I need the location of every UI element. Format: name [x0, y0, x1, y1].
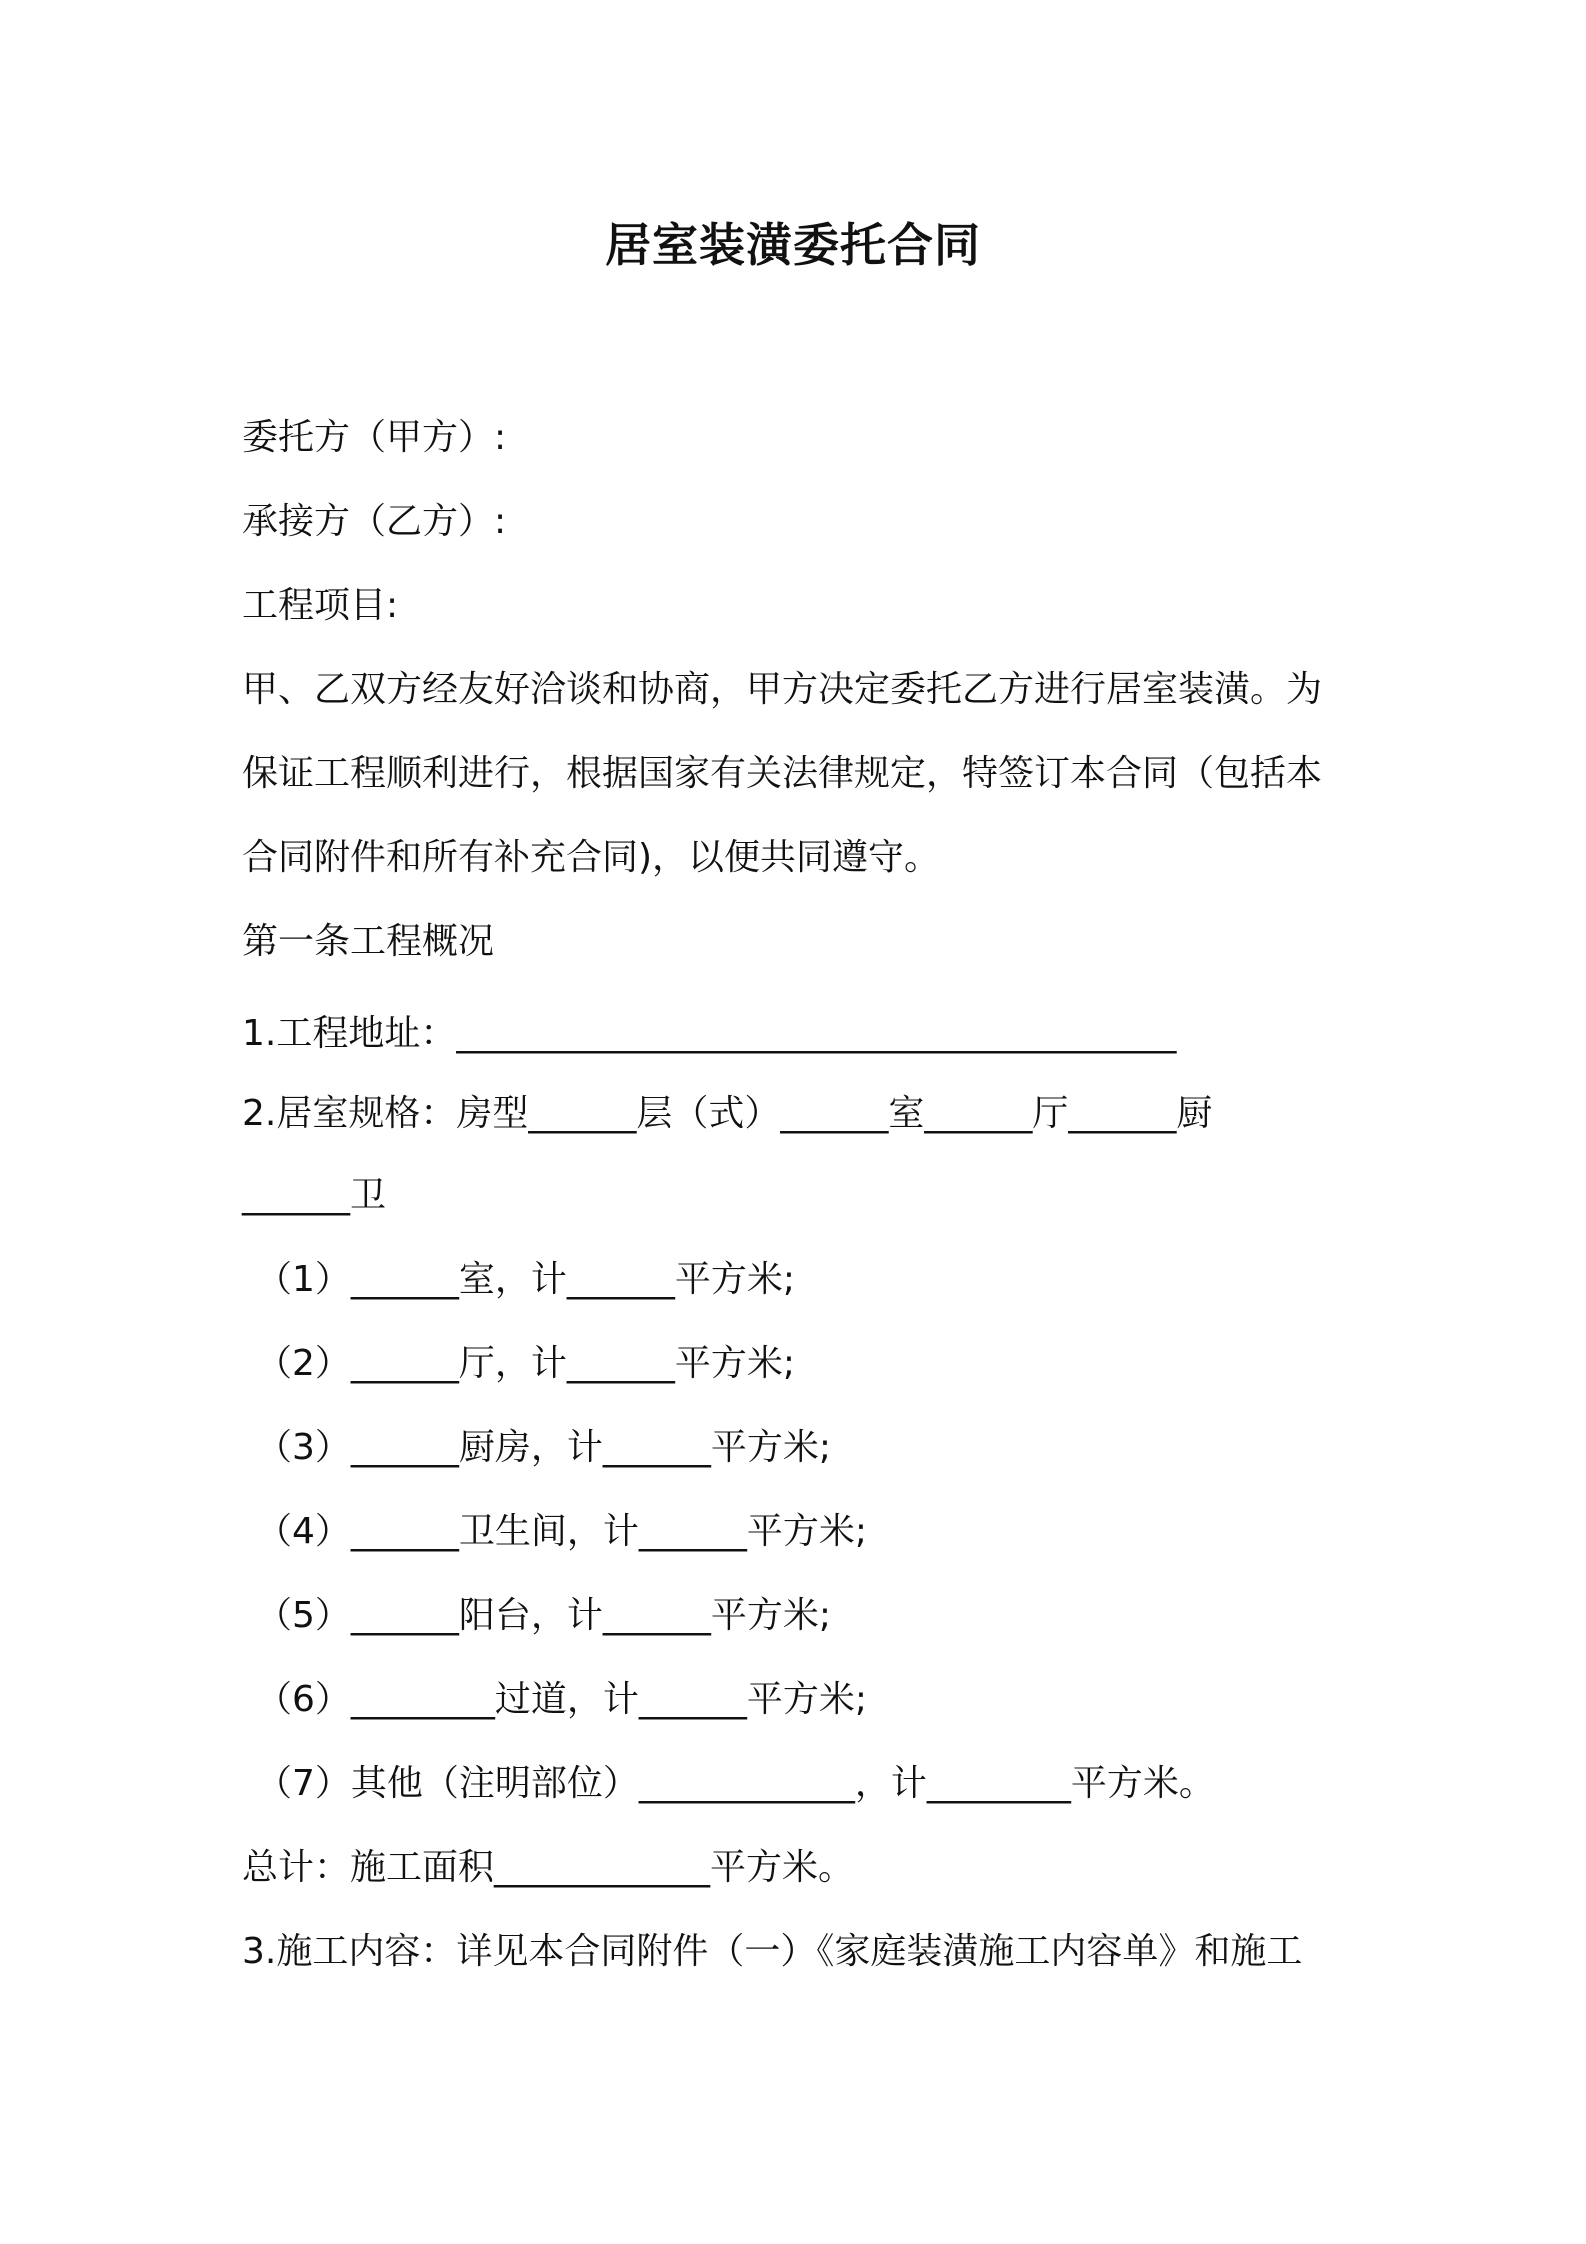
intro-paragraph-line: 甲、乙双方经友好洽谈和协商，甲方决定委托乙方进行居室装潢。为	[242, 669, 1323, 710]
intro-paragraph-line: 合同附件和所有补充合同)，以便共同遵守。	[242, 837, 941, 878]
area-item: （3）______厨房，计______平方米;	[256, 1427, 832, 1468]
room-spec-line: 2.居室规格：房型______层（式）______室______厅______厨	[242, 1093, 1213, 1134]
address-line: 1.工程地址：________________________________________	[242, 1013, 1177, 1054]
area-item: （2）______厅，计______平方米;	[256, 1343, 796, 1384]
party-a-label: 委托方（甲方）:	[242, 417, 507, 458]
total-area-line: 总计：施工面积____________平方米。	[242, 1847, 855, 1888]
area-item: （7）其他（注明部位）____________，计________平方米。	[256, 1763, 1215, 1804]
project-label: 工程项目:	[242, 585, 399, 626]
article-heading: 第一条工程概况	[242, 921, 495, 962]
intro-paragraph-line: 保证工程顺利进行，根据国家有关法律规定，特签订本合同（包括本	[242, 753, 1323, 794]
area-item: （6）________过道，计______平方米;	[256, 1679, 868, 1720]
area-item: （4）______卫生间，计______平方米;	[256, 1511, 868, 1552]
document-title: 居室装潢委托合同	[605, 218, 981, 272]
construction-content-line: 3.施工内容：详见本合同附件（一）《家庭装潢施工内容单》和施工	[242, 1931, 1303, 1972]
party-b-label: 承接方（乙方）:	[242, 501, 507, 542]
area-item: （5）______阳台，计______平方米;	[256, 1595, 832, 1636]
area-item: （1）______室，计______平方米;	[256, 1259, 796, 1300]
room-spec-line: ______卫	[242, 1175, 387, 1216]
